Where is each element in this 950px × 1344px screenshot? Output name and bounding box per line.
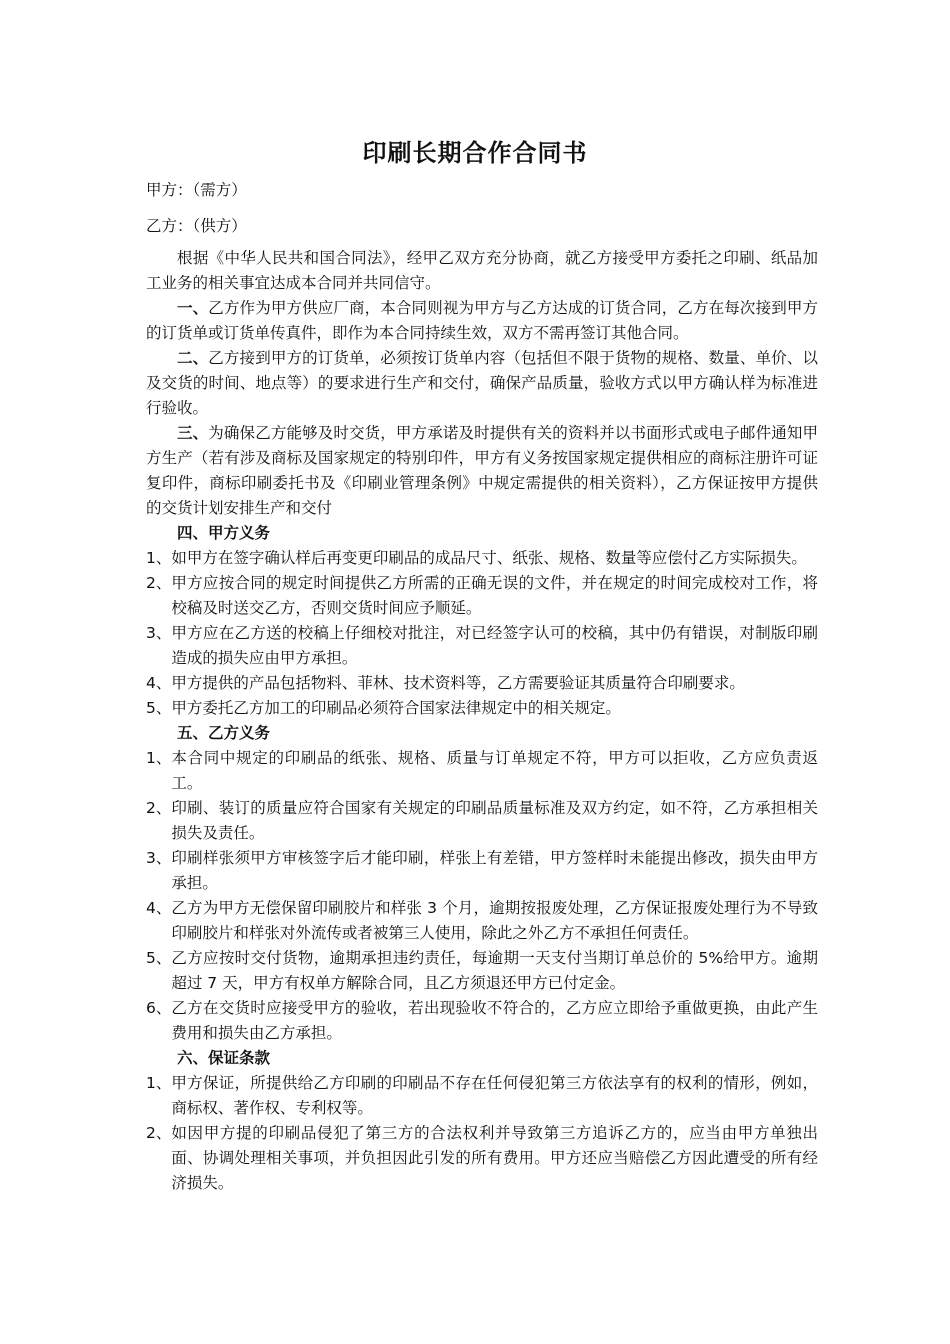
list-item (146, 571, 818, 621)
list-item (146, 896, 818, 946)
clause-3-number: 三、 (177, 424, 209, 442)
document-title: 印刷长期合作合同书 (362, 139, 588, 167)
item-text: 甲方提供的产品包括物料、菲林、技术资料等，乙方需要验证其质量符合印刷要求。 (171, 674, 745, 692)
party-b-line: 乙方：（供方） (146, 217, 247, 235)
section-heading-party-a-duties: 四、甲方义务 (177, 524, 271, 542)
item-text: 甲方应在乙方送的校稿上仔细校对批注，对已经签字认可的校稿，其中仍有错误，对制版印刷造成的损失应由甲方承担。 (171, 624, 818, 667)
item-text: 本合同中规定的印刷品的纸张、规格、质量与订单规定不符，甲方可以拒收，乙方应负责返工。 (171, 749, 818, 792)
clause-2-number: 二、 (177, 349, 209, 367)
item-number: 5、 (146, 699, 172, 717)
item-number: 4、 (146, 899, 172, 917)
item-number: 3、 (146, 624, 172, 642)
item-number: 4、 (146, 674, 172, 692)
list-item (146, 796, 818, 846)
item-text: 甲方应按合同的规定时间提供乙方所需的正确无误的文件，并在规定的时间完成校对工作，将校稿及时送交乙方，否则交货时间应予顺延。 (171, 574, 818, 617)
list-item (146, 621, 818, 671)
item-text: 如甲方在签字确认样后再变更印刷品的成品尺寸、纸张、规格、数量等应偿付乙方实际损失。 (171, 549, 807, 567)
item-number: 2、 (146, 1124, 172, 1142)
list-item (146, 1071, 818, 1121)
list-item (146, 546, 818, 571)
clause-1-number: 一、 (177, 299, 209, 317)
item-text: 乙方在交货时应接受甲方的验收，若出现验收不符合的，乙方应立即给予重做更换，由此产生费用和损失由乙方承担。 (171, 999, 818, 1042)
item-text: 乙方为甲方无偿保留印刷胶片和样张 3 个月，逾期按报废处理，乙方保证报废处理行为不导致印刷胶片和样张对外流传或者被第三人使用，除此之外乙方不承担任何责任。 (171, 899, 818, 942)
item-number: 1、 (146, 749, 172, 767)
section-heading-party-b-duties: 五、乙方义务 (177, 724, 271, 742)
clause-1 (146, 296, 818, 346)
list-item (146, 846, 818, 896)
item-number: 6、 (146, 999, 172, 1017)
list-item (146, 671, 818, 696)
clause-1-text: 乙方作为甲方供应厂商，本合同则视为甲方与乙方达成的订货合同，乙方在每次接到甲方的订货单或订货单传真件，即作为本合同持续生效，双方不需再签订其他合同。 (146, 299, 818, 342)
section-heading-guarantee: 六、保证条款 (177, 1049, 271, 1067)
item-number: 1、 (146, 549, 172, 567)
item-text: 甲方保证，所提供给乙方印刷的印刷品不存在任何侵犯第三方依法享有的权利的情形，例如，商标权、著作权、专利权等。 (171, 1074, 818, 1117)
item-text: 如因甲方提的印刷品侵犯了第三方的合法权利并导致第三方追诉乙方的，应当由甲方单独出面、协调处理相关事项，并负担因此引发的所有费用。甲方还应当赔偿乙方因此遭受的所有经济损失。 (171, 1124, 818, 1192)
list-item (146, 946, 818, 996)
clause-2 (146, 346, 818, 421)
clause-3 (146, 421, 818, 521)
list-item (146, 746, 818, 796)
clause-2-text: 乙方接到甲方的订货单，必须按订货单内容（包括但不限于货物的规格、数量、单价、以及交货的时间、地点等）的要求进行生产和交付，确保产品质量，验收方式以甲方确认样为标准进行验收。 (146, 349, 818, 417)
list-item (146, 696, 818, 721)
item-number: 5、 (146, 949, 172, 967)
item-number: 2、 (146, 799, 172, 817)
item-text: 印刷、装订的质量应符合国家有关规定的印刷品质量标准及双方约定，如不符，乙方承担相关损失及责任。 (171, 799, 818, 842)
list-item (146, 996, 818, 1046)
item-text: 印刷样张须甲方审核签字后才能印刷，样张上有差错，甲方签样时未能提出修改，损失由甲方承担。 (171, 849, 818, 892)
list-item (146, 1121, 818, 1196)
item-text: 甲方委托乙方加工的印刷品必须符合国家法律规定中的相关规定。 (171, 699, 621, 717)
item-number: 3、 (146, 849, 172, 867)
item-number: 2、 (146, 574, 172, 592)
item-text: 乙方应按时交付货物，逾期承担违约责任，每逾期一天支付当期订单总价的 5%给甲方。逾期超过 7 天，甲方有权单方解除合同，且乙方须退还甲方已付定金。 (171, 949, 818, 992)
item-number: 1、 (146, 1074, 172, 1092)
intro-paragraph: 根据《中华人民共和国合同法》，经甲乙双方充分协商，就乙方接受甲方委托之印刷、纸品加工业务的相关事宜达成本合同并共同信守。 (146, 249, 818, 292)
contract-body (146, 246, 818, 1196)
party-a-line: 甲方：（需方） (146, 181, 247, 199)
clause-3-text: 为确保乙方能够及时交货，甲方承诺及时提供有关的资料并以书面形式或电子邮件通知甲方生产（若有涉及商标及国家规定的特别印件，甲方有义务按国家规定提供相应的商标注册许可证复印件，商标印刷委托书及《印刷业管理条例》中规定需提供的相关资料），乙方保证按甲方提供的交货计划安排生产和交付 (146, 424, 818, 517)
